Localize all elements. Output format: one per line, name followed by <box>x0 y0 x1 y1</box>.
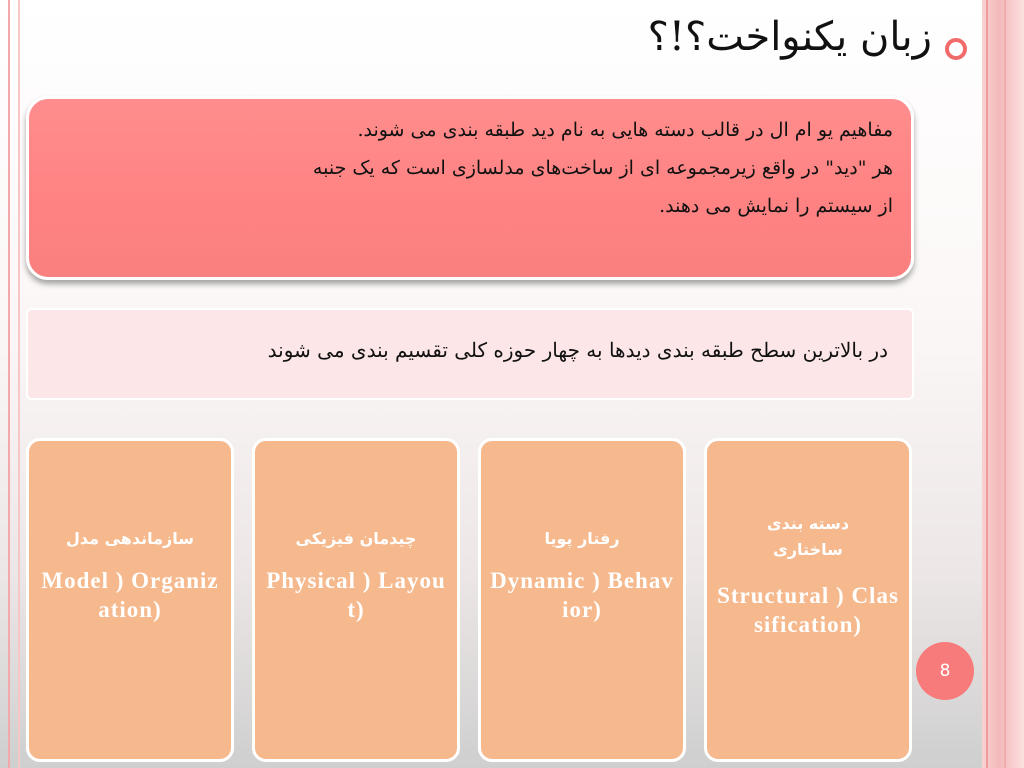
category-fa-label: چیدمان فیزیکی <box>295 529 417 548</box>
category-fa-label: دسته بندی ساختاری <box>766 514 850 559</box>
category-en-label: Structural ) Classification) <box>717 583 899 637</box>
category-card-model <box>26 438 234 762</box>
summary-text: در بالاترین سطح طبقه بندی دیدها به چهار حوزه کلی تقسیم بندی می شوند <box>267 338 888 362</box>
intro-box <box>26 96 914 280</box>
category-fa-label: سازماندهی مدل <box>66 529 194 548</box>
left-border-decoration <box>8 0 20 768</box>
right-border-decoration <box>982 0 1024 768</box>
intro-line-2: هر "دید" در واقع زیرمجموعه ای از ساخت‌های مدلسازی است که یک جنبه <box>312 157 893 179</box>
category-en-label: Physical ) Layout) <box>266 568 446 622</box>
category-fa-label: رفتار پویا <box>544 529 620 548</box>
category-card-physical <box>252 438 460 762</box>
category-card-dynamic <box>478 438 686 762</box>
category-card-structural <box>704 438 912 762</box>
category-en-label: Dynamic ) Behavior) <box>490 568 674 622</box>
intro-line-3: از سیستم را نمایش می دهند. <box>659 195 893 217</box>
intro-line-1: مفاهیم یو ام ال در قالب دسته هایی به نام دید طبقه بندی می شوند. <box>357 119 893 141</box>
slide-title: زبان یکنواخت؟!؟ <box>647 14 932 60</box>
summary-box <box>26 308 914 400</box>
title-bullet-icon <box>945 38 967 60</box>
category-en-label: Model ) Organization) <box>41 568 219 622</box>
page-number-badge: 8 <box>916 642 974 700</box>
